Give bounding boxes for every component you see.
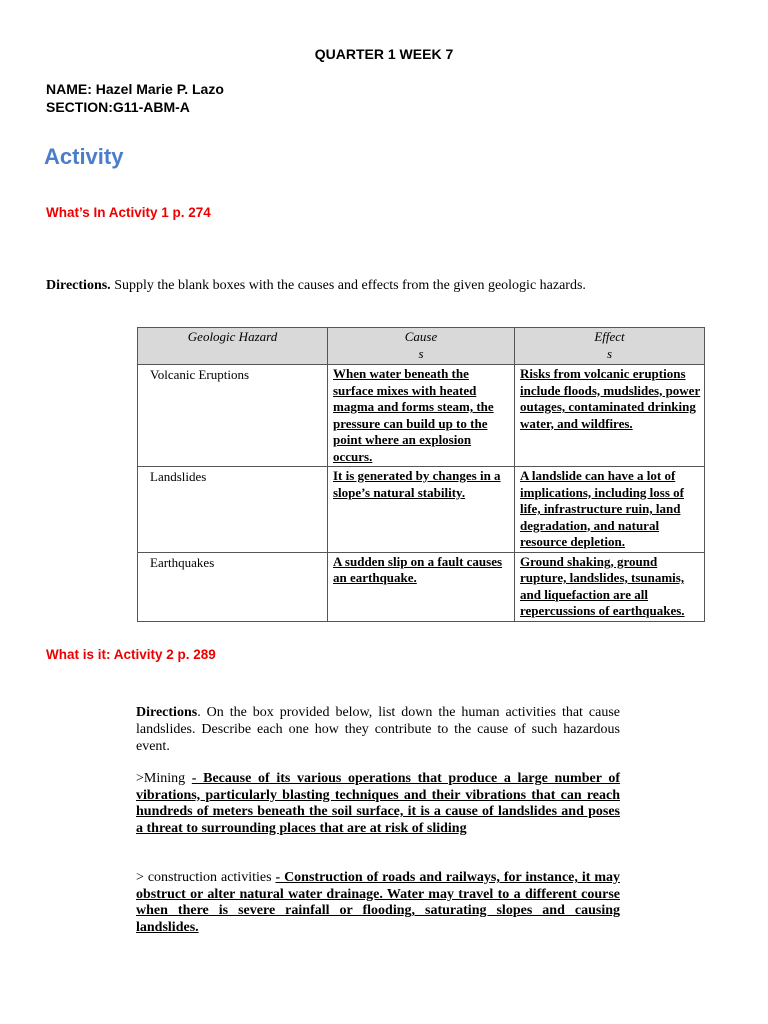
hazard-cell: Volcanic Eruptions — [138, 365, 328, 467]
answer-mining — [136, 771, 620, 837]
answer-text: - Because of its various operations that produce a large number of vibrations, particularly blasting techniques and their vibrations that can reach hundreds of meters beneath the soil surface, it is a cause of landslides and poses a threat to surrounding places that are at risk of sliding — [136, 771, 620, 836]
activity1-heading: What’s In Activity 1 p. 274 — [46, 205, 211, 220]
activity2-heading: What is it: Activity 2 p. 289 — [46, 647, 216, 662]
cause-cell: When water beneath the surface mixes with heated magma and forms steam, the pressure can build up to the point where an explosion occurs. — [328, 365, 515, 467]
table-row — [138, 552, 705, 621]
directions-label: Directions. — [46, 278, 111, 293]
column-header-cause — [328, 328, 515, 365]
effect-cell: Risks from volcanic eruptions include floods, mudslides, power outages, contaminated drinking water, and wildfires. — [515, 365, 705, 467]
student-name: NAME: Hazel Marie P. Lazo — [46, 81, 224, 97]
cause-cell: It is generated by changes in a slope’s natural stability. — [328, 467, 515, 553]
cause-cell: A sudden slip on a fault causes an earthquake. — [328, 552, 515, 621]
activity-title: Activity — [44, 144, 124, 169]
header-text: Cause s — [404, 329, 438, 361]
column-header-effect — [515, 328, 705, 365]
directions-text: . On the box provided below, list down the human activities that cause landslides. Describe each one how they contribute to the cause of such hazardous event. — [136, 705, 620, 754]
table-row — [138, 467, 705, 553]
directions-label: Directions — [136, 705, 198, 720]
hazard-cell: Landslides — [138, 467, 328, 553]
answer-text: - Construction of roads and railways, for instance, it may obstruct or alter natural water drainage. Water may travel to a different course when there is severe rainfall or flooding, saturating slopes and causing landslides. — [136, 870, 620, 935]
column-header-hazard — [138, 328, 328, 365]
hazard-cell: Earthquakes — [138, 552, 328, 621]
activity1-directions — [46, 276, 632, 295]
geologic-hazards-table — [137, 327, 705, 622]
directions-text: Supply the blank boxes with the causes and effects from the given geologic hazards. — [110, 278, 586, 293]
table-row — [138, 365, 705, 467]
table-header-row — [138, 328, 705, 365]
student-section: SECTION:G11-ABM-A — [46, 99, 190, 115]
activity2-directions — [136, 704, 620, 755]
effect-cell: Ground shaking, ground rupture, landslides, tsunamis, and liquefaction are all repercussions of earthquakes. — [515, 552, 705, 621]
header-text: Geologic Hazard — [187, 329, 278, 344]
answer-prefix: >Mining — [136, 771, 192, 786]
answer-prefix: > construction activities — [136, 870, 276, 885]
header-text: Effect s — [594, 329, 625, 361]
effect-cell: A landslide can have a lot of implications, including loss of life, infrastructure ruin, land degradation, and natural resource depletion. — [515, 467, 705, 553]
page-heading: QUARTER 1 WEEK 7 — [314, 46, 454, 62]
answer-construction — [136, 870, 620, 936]
